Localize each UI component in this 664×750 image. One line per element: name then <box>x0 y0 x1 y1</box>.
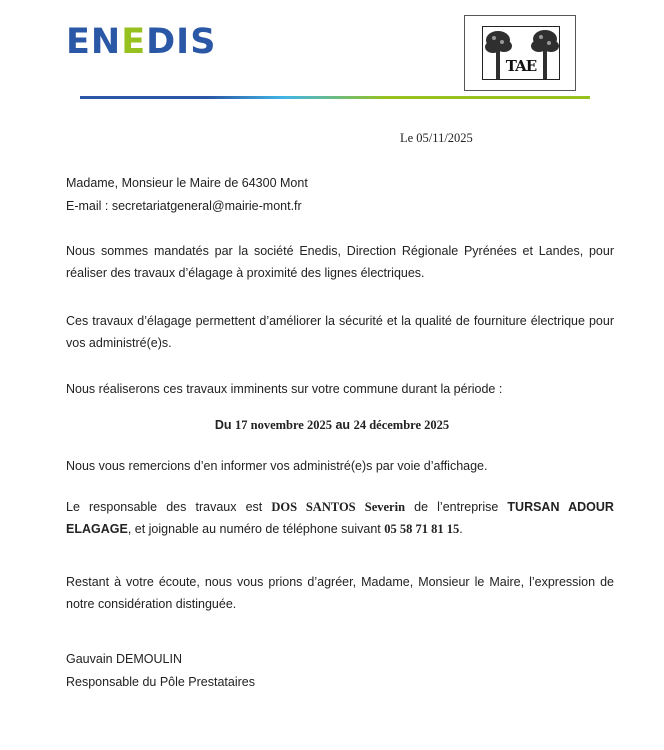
paragraph-closing: Restant à votre écoute, nous vous prions d’agréer, Madame, Monsieur le Maire, l’expression de notre considération distinguée. <box>66 575 614 611</box>
responsible-company: TURSAN ADOUR ELAGAGE <box>66 500 614 536</box>
signatory-name: Gauvain DEMOULIN <box>66 652 183 666</box>
work-period <box>0 418 664 433</box>
paragraph-display-request: Nous vous remercions d’en informer vos administré(e)s par voie d’affichage. <box>66 459 488 473</box>
signatory-title: Responsable du Pôle Prestataires <box>66 675 256 689</box>
paragraph-responsible <box>66 496 614 540</box>
responsible-intro: Le responsable des travaux est <box>66 500 263 514</box>
partner-logo <box>482 26 560 80</box>
period-to-label: au <box>335 418 351 432</box>
recipient-line: Madame, Monsieur le Maire de 64300 Mont <box>66 176 308 190</box>
logo-part-e: E <box>121 22 147 62</box>
partner-logo-frame <box>464 15 576 91</box>
paragraph-purpose: Ces travaux d’élagage permettent d’améliorer la sécurité et la qualité de fourniture électrique pour vos administré(e)s. <box>66 314 614 350</box>
letter-date: Le 05/11/2025 <box>400 131 473 145</box>
logo-part-dis: DIS <box>146 22 217 62</box>
responsible-firstname: Severin <box>364 500 406 514</box>
responsible-phone: 05 58 71 81 15 <box>384 522 460 536</box>
paragraph-mandate: Nous sommes mandatés par la société Enedis, Direction Régionale Pyrénées et Landes, pour réaliser des travaux d’élagage à proximité des lignes électriques. <box>66 244 614 280</box>
responsible-name: DOS SANTOS <box>271 500 356 514</box>
responsible-phone-intro: , et joignable au numéro de téléphone suivant <box>127 522 381 536</box>
header-separator <box>80 96 590 99</box>
enedis-logo <box>66 22 216 62</box>
responsible-mid: de l’entreprise <box>414 500 499 514</box>
paragraph-period-intro: Nous réaliserons ces travaux imminents sur votre commune durant la période : <box>66 382 503 396</box>
responsible-end: . <box>459 522 463 536</box>
partner-logo-text: TAE <box>505 57 537 75</box>
period-end-date: 24 décembre 2025 <box>353 418 450 432</box>
logo-part-en: EN <box>66 22 122 62</box>
period-start-date: 17 novembre 2025 <box>235 418 332 432</box>
period-from-label: Du <box>214 418 232 432</box>
recipient-email: E-mail : secretariatgeneral@mairie-mont.fr <box>66 199 302 213</box>
